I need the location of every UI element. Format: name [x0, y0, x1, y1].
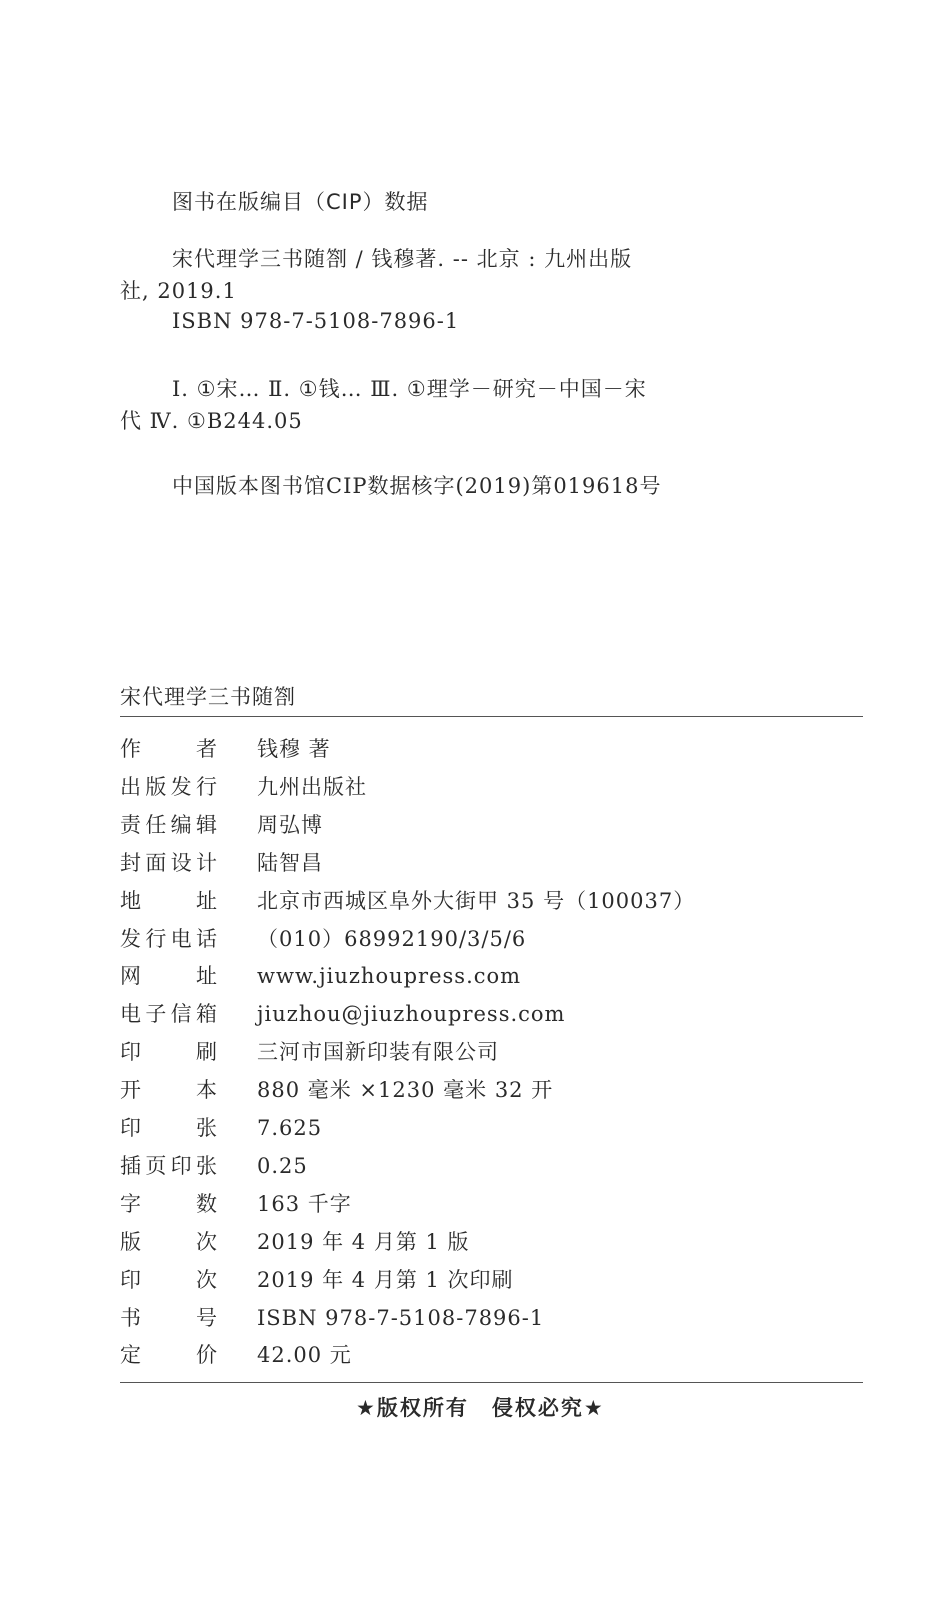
book-info-label: 印次 [120, 1267, 218, 1292]
copyright-notice: ★版权所有 侵权必究★ [356, 1396, 605, 1420]
book-info-label: 封面设计 [120, 850, 218, 875]
book-info-value: 北京市西城区阜外大街甲 35 号（100037） [257, 888, 696, 913]
book-info-label: 电子信箱 [120, 1002, 218, 1027]
book-info-value: 0.25 [257, 1153, 308, 1178]
book-info-label: 网址 [120, 964, 218, 989]
book-info-row [120, 960, 521, 990]
book-info-label: 发行电话 [120, 926, 218, 951]
book-info-value: 钱穆 著 [257, 737, 331, 761]
book-info-value: 880 毫米 ×1230 毫米 32 开 [257, 1078, 554, 1103]
book-info-row [120, 1036, 499, 1066]
book-info-value: 42.00 元 [257, 1343, 352, 1368]
divider-top [120, 716, 863, 717]
book-title: 宋代理学三书随劄 [120, 685, 296, 709]
book-info-row [120, 1302, 544, 1332]
book-info-label: 地址 [120, 888, 218, 913]
book-info-label: 定价 [120, 1343, 218, 1368]
book-info-row [120, 1226, 470, 1256]
book-info-row [120, 733, 331, 763]
book-info-value: 7.625 [257, 1116, 323, 1140]
book-info-value: （010）68992190/3/5/6 [257, 926, 527, 951]
book-info-label: 开本 [120, 1078, 218, 1103]
book-info-value: www.jiuzhoupress.com [257, 964, 522, 989]
book-info-row [120, 1112, 322, 1142]
book-info-row [120, 923, 526, 953]
book-info-label: 责任编辑 [120, 812, 218, 837]
book-info-label: 字数 [120, 1191, 218, 1216]
book-info-value: 2019 年 4 月第 1 版 [257, 1229, 470, 1254]
book-info-value: 163 千字 [257, 1191, 352, 1216]
cip-classification-line-1: Ⅰ. ①宋… Ⅱ. ①钱… Ⅲ. ①理学－研究－中国－宋 [172, 377, 647, 401]
divider-bottom [120, 1382, 863, 1383]
cip-isbn-line: ISBN 978-7-5108-7896-1 [172, 309, 460, 333]
book-info-label: 印刷 [120, 1040, 218, 1065]
book-info-row [120, 809, 323, 839]
book-info-row [120, 1150, 308, 1180]
cip-verification-number: 中国版本图书馆CIP数据核字(2019)第019618号 [172, 474, 662, 498]
book-info-label: 版次 [120, 1229, 218, 1254]
book-info-value: 2019 年 4 月第 1 次印刷 [257, 1267, 514, 1292]
book-info-row [120, 1188, 352, 1218]
book-info-row [120, 771, 367, 801]
book-info-label: 书号 [120, 1305, 218, 1330]
book-info-value: 三河市国新印装有限公司 [257, 1040, 499, 1065]
book-info-value: 陆智昌 [257, 850, 323, 875]
book-info-row [120, 1264, 514, 1294]
book-info-row [120, 1339, 352, 1369]
book-info-row [120, 885, 695, 915]
cip-heading: 图书在版编目（CIP）数据 [172, 190, 429, 214]
book-info-label: 作者 [120, 737, 218, 761]
book-info-value: jiuzhou@jiuzhoupress.com [257, 1002, 566, 1027]
cip-classification-line-2: 代 Ⅳ. ①B244.05 [120, 409, 303, 433]
book-info-row [120, 998, 565, 1028]
book-info-value: ISBN 978-7-5108-7896-1 [257, 1305, 545, 1330]
book-info-label: 印张 [120, 1116, 218, 1140]
cip-line-1: 宋代理学三书随劄 / 钱穆著. -- 北京 : 九州出版 [172, 247, 633, 271]
book-info-row [120, 847, 323, 877]
book-info-value: 周弘博 [257, 812, 323, 837]
cip-line-2: 社, 2019.1 [120, 279, 237, 303]
book-info-label: 出版发行 [120, 774, 218, 799]
book-info-row [120, 1074, 553, 1104]
book-info-label: 插页印张 [120, 1153, 218, 1178]
book-info-value: 九州出版社 [257, 774, 367, 799]
